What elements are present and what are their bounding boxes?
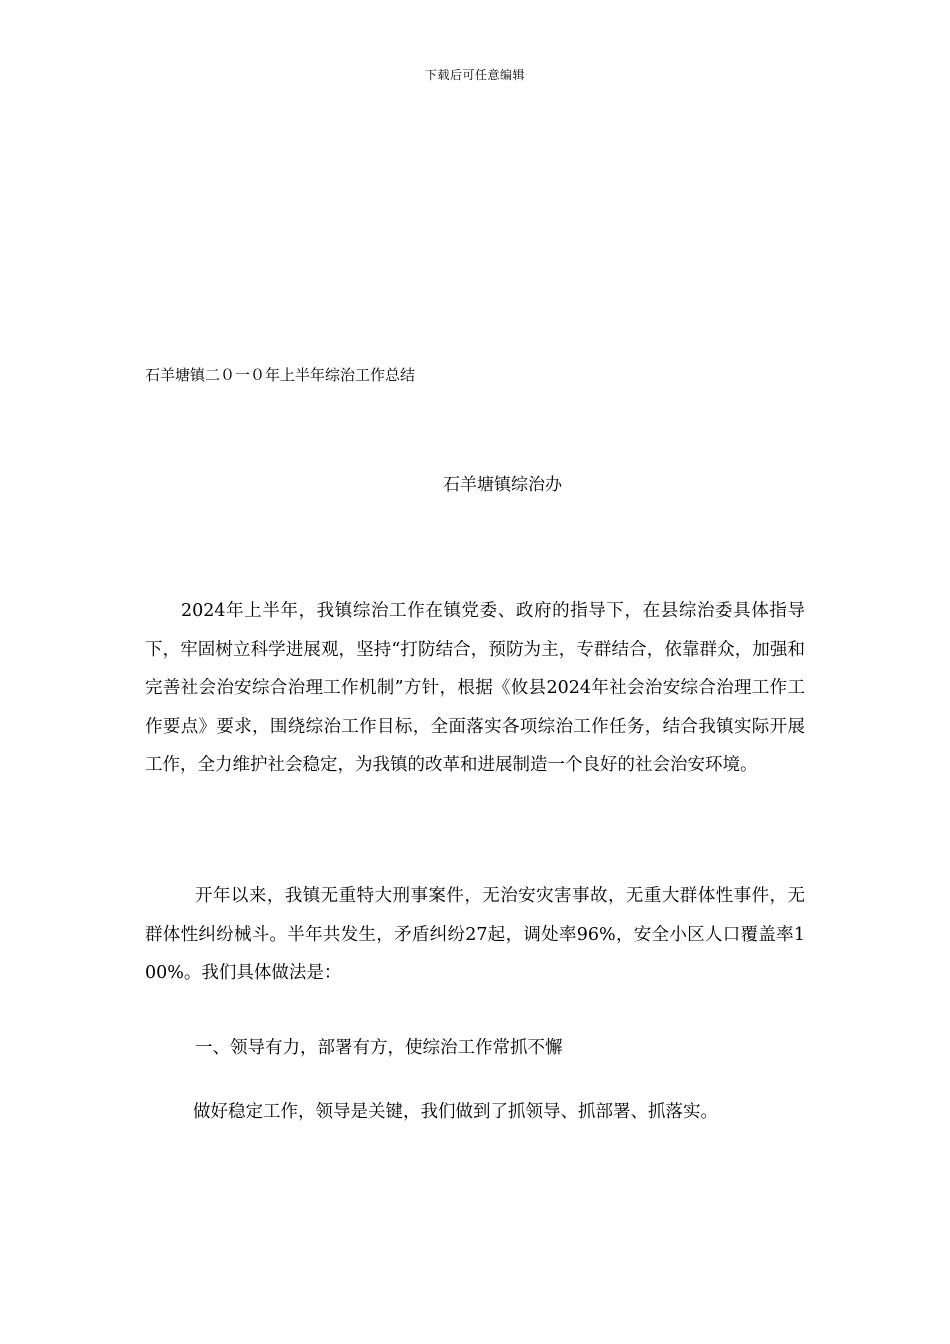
section-paragraph: 做好稳定工作，领导是关键，我们做到了抓领导、抓部署、抓落实。 <box>193 1102 718 1122</box>
body-paragraph-1: 2024年上半年，我镇综治工作在镇党委、政府的指导下，在县综治委具体指导下，牢固树立科学进展观，坚持“打防结合，预防为主，专群结合，依靠群众，加强和完善社会治安综合治理工作机制”方针，根据《攸县2024年社会治安综合治理工作工作要点》要求，围绕综治工作目标，全面落实各项综治工作任务，结合我镇实际开展工作，全力维护社会稳定，为我镇的改革和进展制造一个良好的社会治安环境。 <box>145 601 805 775</box>
header-note: 下载后可任意编辑 <box>424 68 525 82</box>
document-title: 石羊塘镇二０一０年上半年综治工作总结 <box>145 366 416 384</box>
section-heading: 一、领导有力，部署有方，使综治工作常抓不懈 <box>195 1038 563 1058</box>
document-author: 石羊塘镇综治办 <box>443 475 562 495</box>
body-paragraph-2: 开年以来，我镇无重特大刑事案件，无治安灾害事故，无重大群体性事件，无群体性纠纷械斗。半年共发生，矛盾纠纷27起，调处率96%，安全小区人口覆盖率100%。我们具体做法是： <box>145 886 805 983</box>
